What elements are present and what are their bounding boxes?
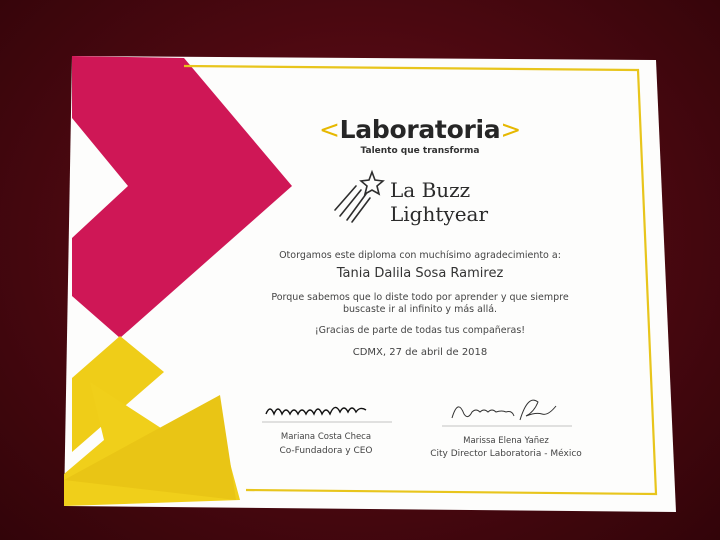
program-title-line2: Lightyear — [390, 202, 489, 226]
reason-text — [175, 292, 665, 316]
thanks-text: ¡Gracias de parte de todas tus compañeras! — [314, 325, 526, 336]
brand-logo: <Laboratoria> — [319, 115, 521, 144]
signature-left-role: Co-Fundadora y CEO — [279, 446, 373, 456]
reason-line1: Porque sabemos que lo diste todo por aprender y que siempre — [271, 292, 569, 303]
signature-right-role: City Director Laboratoria - México — [430, 449, 582, 459]
reason-line2: buscaste ir al infinito y más allá. — [342, 304, 498, 315]
brand-tagline: Talento que transforma — [360, 146, 480, 156]
recipient-name: Tania Dalila Sosa Ramirez — [336, 266, 504, 281]
program-title — [390, 178, 488, 226]
signature-right-name: Marissa Elena Yañez — [463, 436, 549, 446]
signature-left-name: Mariana Costa Checa — [280, 432, 372, 442]
place-date: CDMX, 27 de abril de 2018 — [352, 347, 488, 358]
program-title-line1: La Buzz — [390, 178, 471, 202]
intro-text: Otorgamos este diploma con muchísimo agradecimiento a: — [279, 250, 561, 261]
